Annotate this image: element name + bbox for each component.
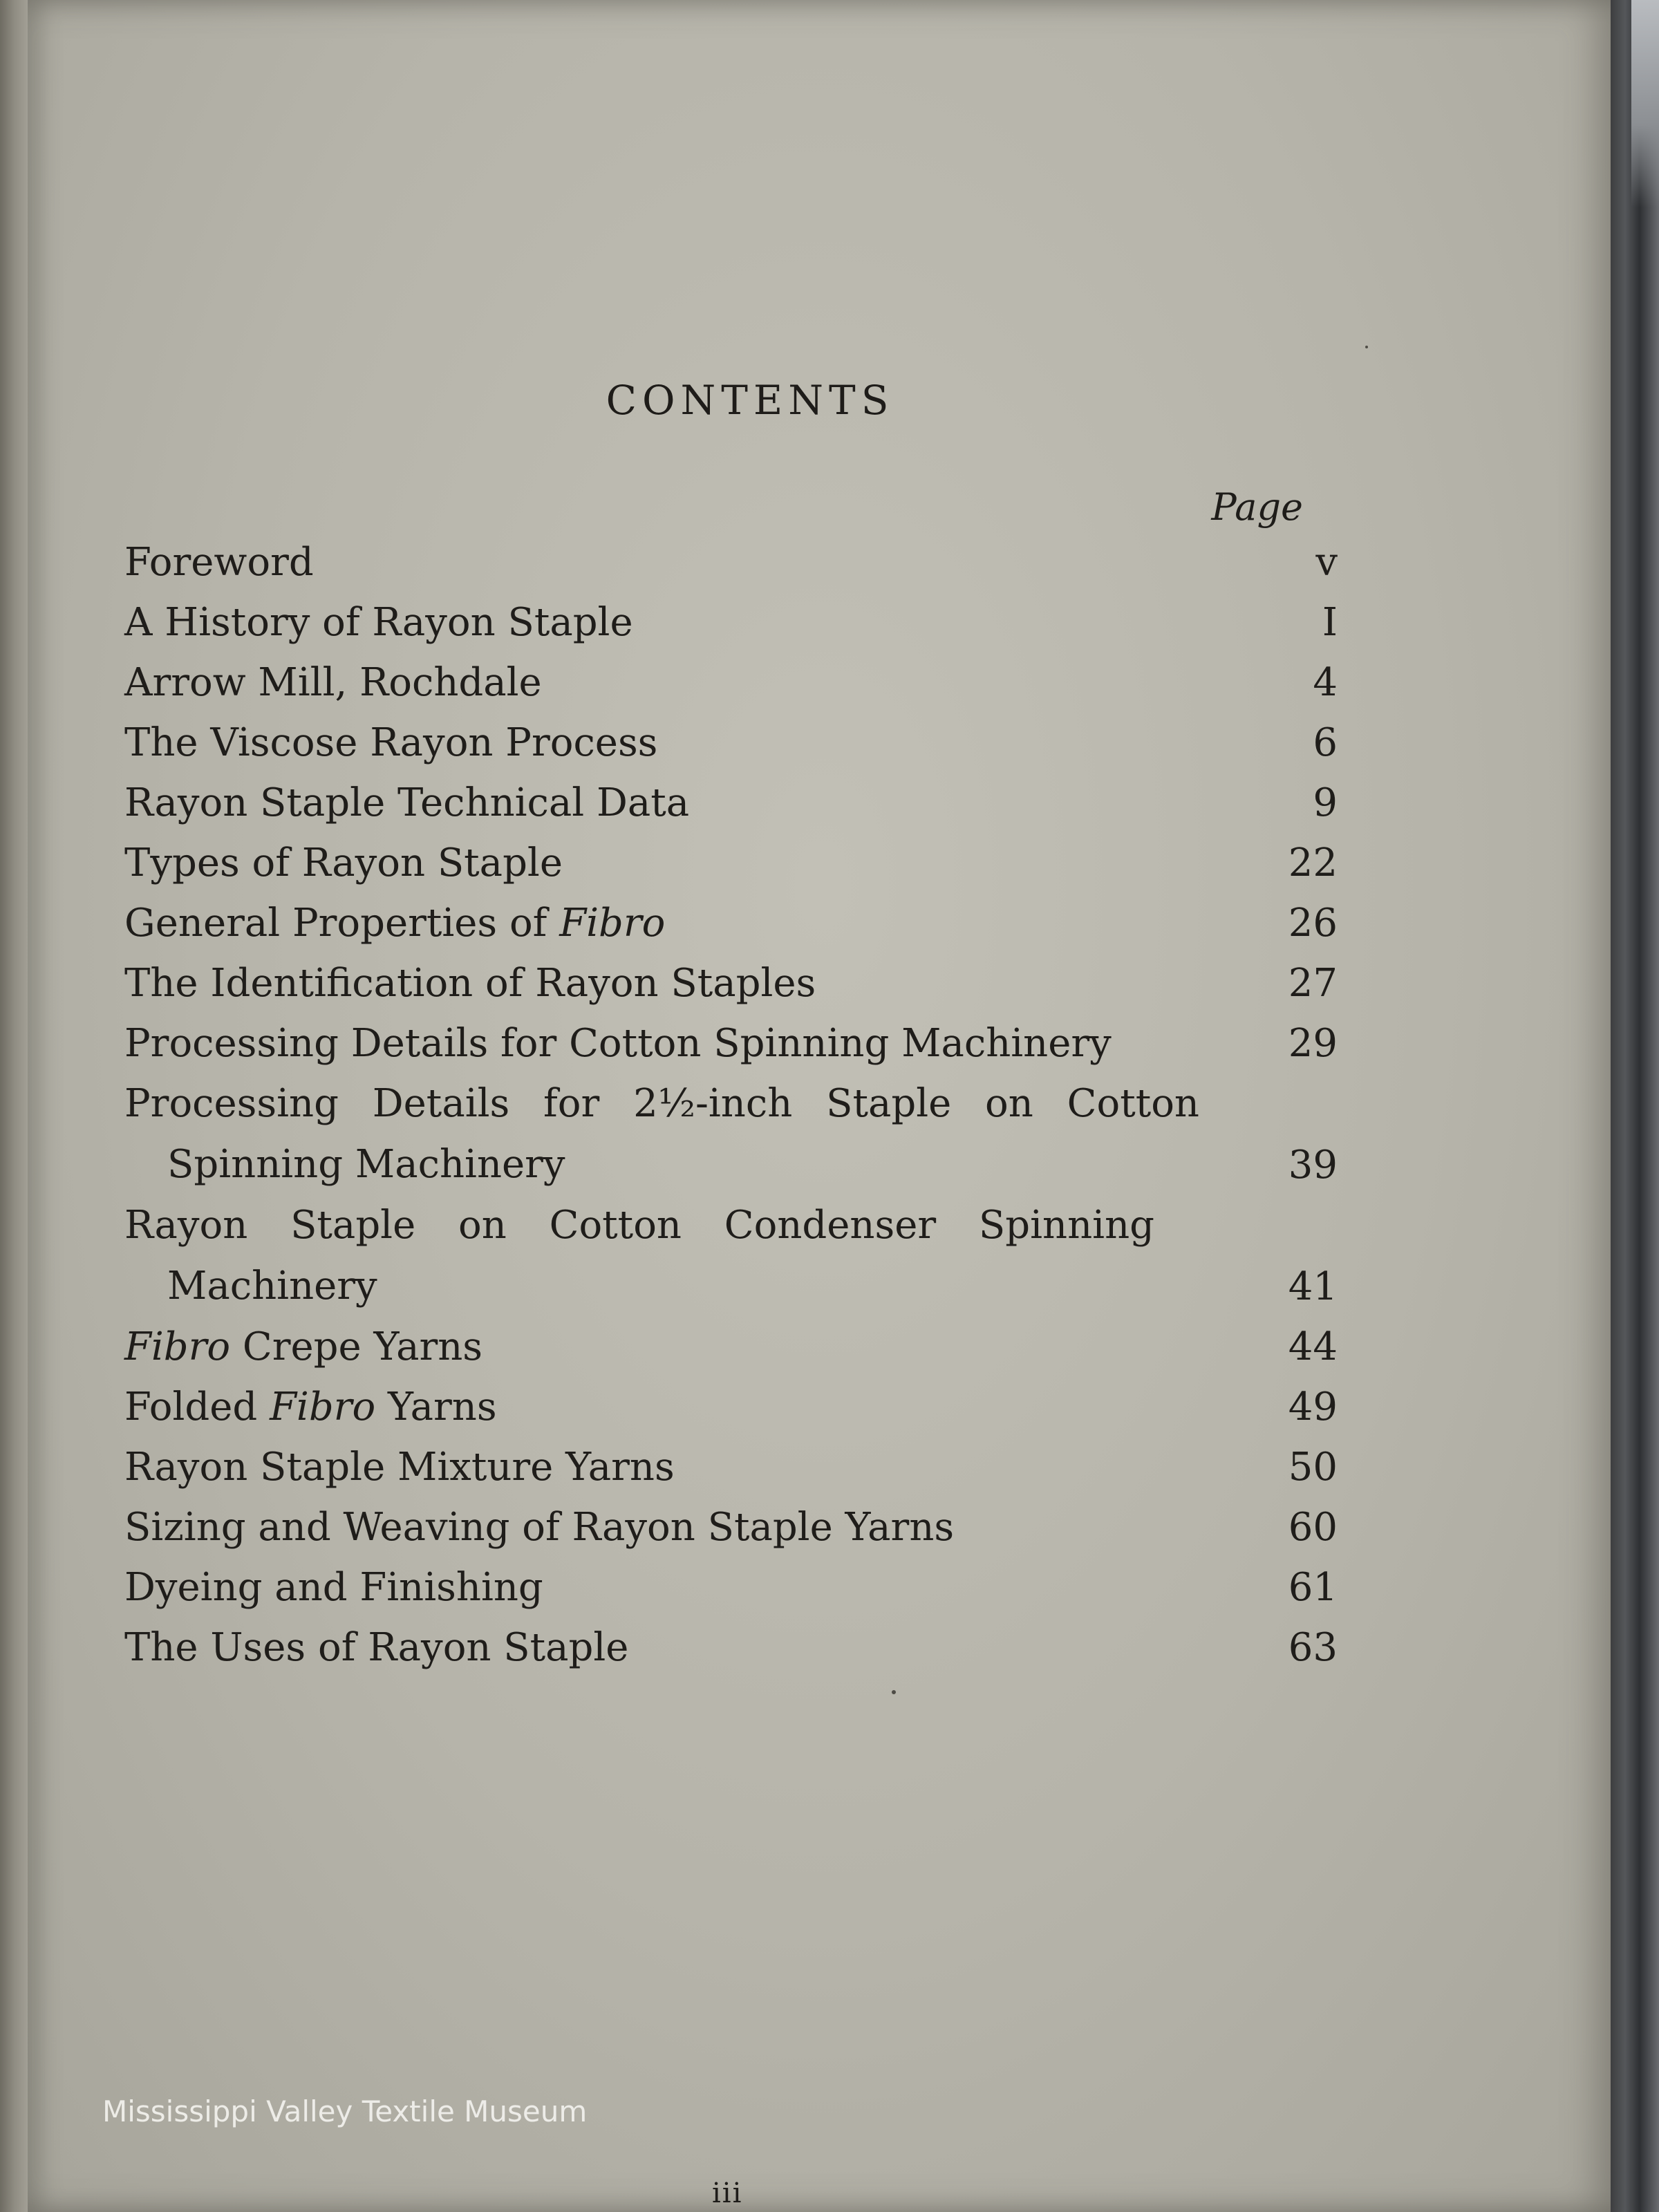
toc-entry-title-text: General Properties of xyxy=(124,901,560,946)
toc-entry-page: 61 xyxy=(1288,1565,1338,1610)
contents-page xyxy=(28,0,1618,2212)
page-column-label: Page xyxy=(1211,485,1303,529)
toc-entry-page: 39 xyxy=(1288,1143,1338,1188)
toc-entry-title-line1: Processing Details for 2½-inch Staple on Cotton xyxy=(124,1081,1199,1126)
toc-entry-page: 9 xyxy=(1313,780,1338,825)
toc-entry xyxy=(124,592,1338,653)
toc-entry-title: Types of Rayon Staple xyxy=(124,841,563,885)
toc-entry-page: 26 xyxy=(1288,901,1338,946)
toc-entry-page: 49 xyxy=(1288,1385,1338,1430)
cover-sheen xyxy=(1631,0,1659,207)
toc-entry-page: 41 xyxy=(1288,1264,1338,1309)
toc-entry xyxy=(124,1377,1338,1437)
toc-entry-title: Arrow Mill, Rochdale xyxy=(124,660,542,705)
toc-entry-page: 29 xyxy=(1288,1021,1338,1066)
toc-entry-title xyxy=(124,1324,482,1369)
toc-entry xyxy=(124,1557,1338,1618)
toc-entry-title: Processing Details for Cotton Spinning Machinery xyxy=(124,1021,1112,1066)
toc-entry-page: 60 xyxy=(1288,1505,1338,1550)
toc-entry-page: 27 xyxy=(1288,961,1338,1006)
toc-entry xyxy=(124,1195,1338,1317)
toc-entry-page: 50 xyxy=(1288,1445,1338,1490)
toc-entry-title: Rayon Staple Mixture Yarns xyxy=(124,1445,675,1490)
page-folio: iii xyxy=(712,2177,743,2209)
toc-entry xyxy=(124,893,1338,953)
toc-entry xyxy=(124,532,1338,592)
toc-entry xyxy=(124,1317,1338,1377)
toc-entry-page: 22 xyxy=(1288,841,1338,885)
table-of-contents xyxy=(124,532,1338,1678)
toc-entry-title: Dyeing and Finishing xyxy=(124,1565,543,1610)
toc-entry xyxy=(124,713,1338,773)
toc-entry-title-line1: Rayon Staple on Cotton Condenser Spinning xyxy=(124,1203,1154,1248)
toc-entry-page: 63 xyxy=(1288,1625,1338,1670)
contents-heading: CONTENTS xyxy=(606,377,894,424)
paper-speck xyxy=(1365,346,1368,348)
toc-entry xyxy=(124,1013,1338,1074)
toc-entry-page: 44 xyxy=(1288,1324,1338,1369)
toc-entry xyxy=(124,1437,1338,1497)
toc-entry-title-italic: Fibro xyxy=(270,1385,376,1430)
toc-entry-title: Rayon Staple Technical Data xyxy=(124,780,690,825)
toc-entry-title-text: Yarns xyxy=(375,1385,497,1430)
toc-entry-title: The Uses of Rayon Staple xyxy=(124,1625,629,1670)
toc-entry xyxy=(124,773,1338,833)
toc-entry-title-italic: Fibro xyxy=(559,901,666,946)
toc-entry xyxy=(124,1497,1338,1557)
toc-entry-title: Foreword xyxy=(124,540,314,585)
toc-entry-title xyxy=(124,1385,497,1430)
toc-entry-title-text: Folded xyxy=(124,1385,270,1430)
paper-speck xyxy=(892,1690,896,1694)
toc-entry-title: The Viscose Rayon Process xyxy=(124,720,658,765)
toc-entry-title: Sizing and Weaving of Rayon Staple Yarns xyxy=(124,1505,955,1550)
toc-entry-title xyxy=(124,901,665,946)
toc-entry xyxy=(124,953,1338,1013)
toc-entry xyxy=(124,833,1338,893)
toc-entry-title: A History of Rayon Staple xyxy=(124,600,633,645)
toc-entry-page: 4 xyxy=(1313,660,1338,705)
toc-entry-page: v xyxy=(1315,540,1338,585)
toc-entry-title: The Identification of Rayon Staples xyxy=(124,961,816,1006)
toc-entry-title-line2: Machinery xyxy=(167,1264,377,1309)
toc-entry xyxy=(124,653,1338,713)
toc-entry-page: 6 xyxy=(1313,720,1338,765)
toc-entry xyxy=(124,1618,1338,1678)
toc-entry-title-italic: Fibro xyxy=(124,1324,231,1369)
book-cover-edge xyxy=(1611,0,1659,2212)
toc-entry-title-text: Crepe Yarns xyxy=(230,1324,483,1369)
museum-watermark: Mississippi Valley Textile Museum xyxy=(102,2094,588,2128)
toc-entry-page: I xyxy=(1322,600,1338,645)
toc-entry-title-line2: Spinning Machinery xyxy=(167,1142,565,1187)
toc-entry xyxy=(124,1074,1338,1195)
